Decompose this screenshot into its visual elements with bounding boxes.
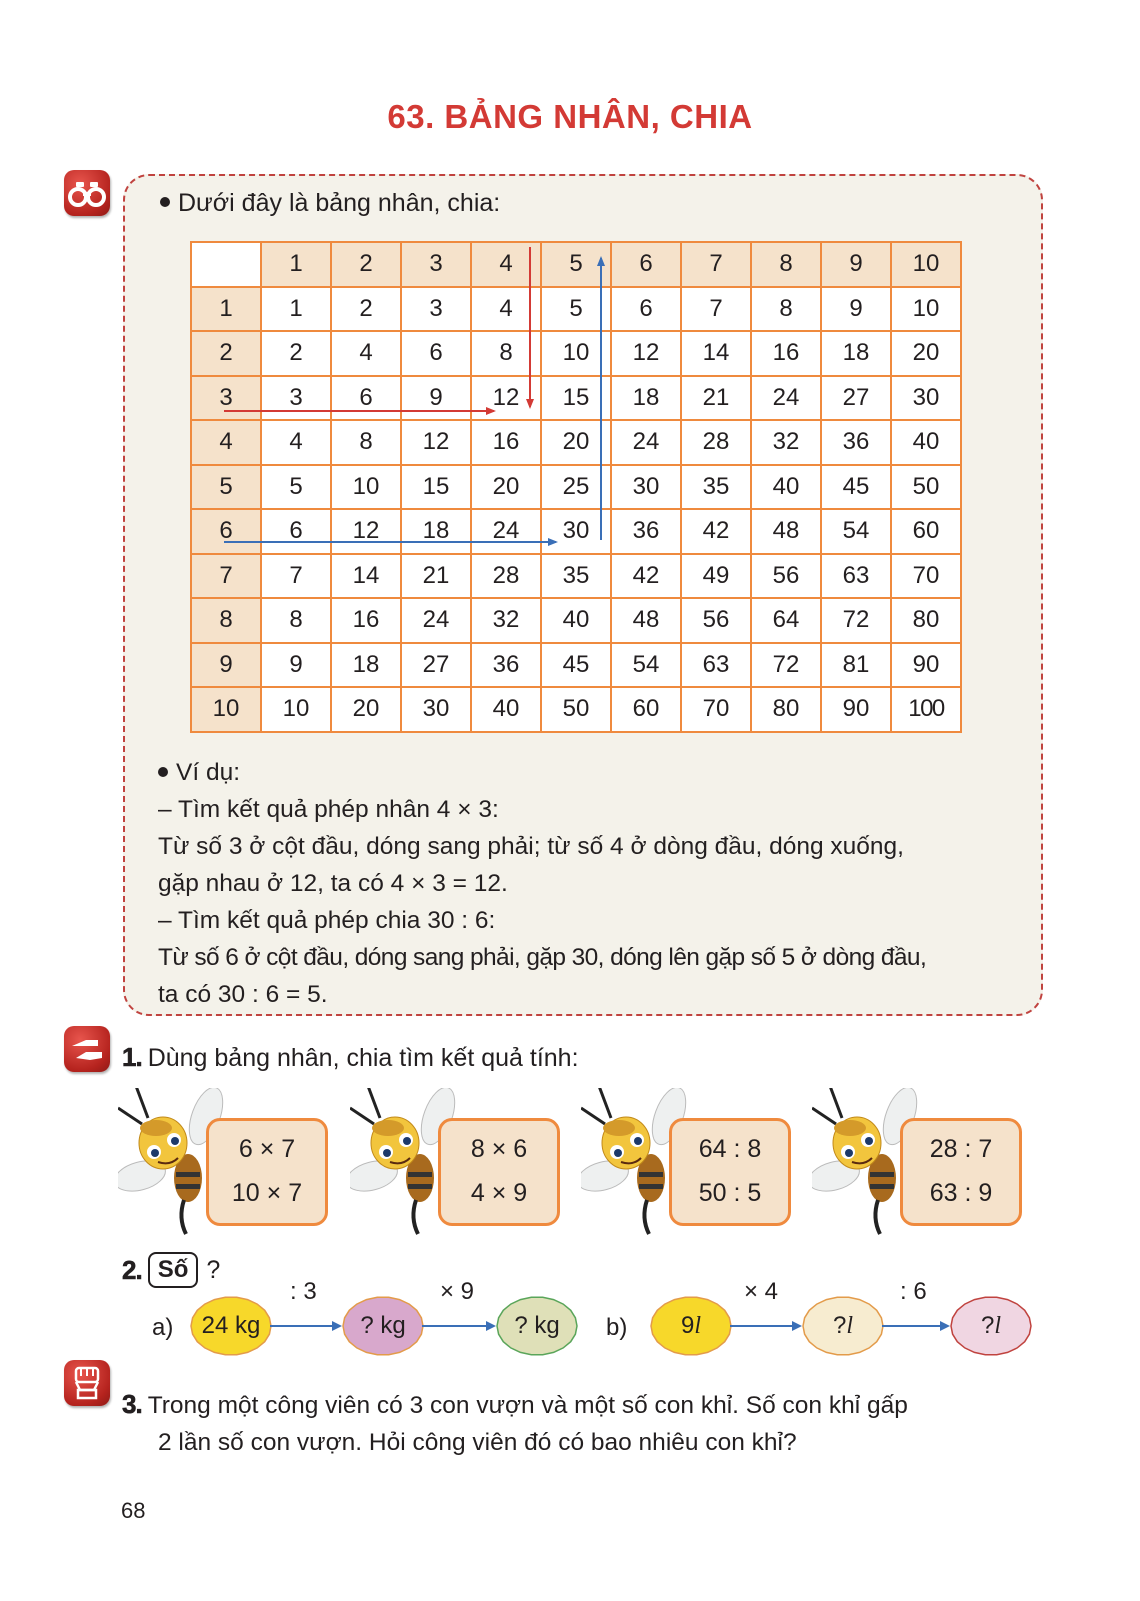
bubble-text: 24 kg	[201, 1312, 261, 1339]
table-cell: 3	[401, 287, 471, 332]
exercise-3-line: 2 lần số con vượn. Hỏi công viên đó có bao nhiêu con khỉ?	[158, 1429, 797, 1456]
table-cell: 6	[331, 376, 401, 421]
table-cell: 9	[821, 287, 891, 332]
table-cell: 28	[681, 420, 751, 465]
table-cell: 12	[471, 376, 541, 421]
table-cell: 24	[611, 420, 681, 465]
expression: 63 : 9	[929, 1179, 993, 1207]
table-cell: 60	[611, 687, 681, 732]
table-cell: 18	[331, 643, 401, 688]
row-header: 4	[191, 420, 261, 465]
row-header: 7	[191, 554, 261, 599]
bubble-text: ? kg	[514, 1312, 560, 1339]
table-cell: 30	[611, 465, 681, 510]
exercise-1-prompt	[122, 1042, 579, 1073]
table-cell: 12	[611, 331, 681, 376]
table-row	[191, 376, 961, 421]
table-row	[191, 465, 961, 510]
table-cell: 72	[821, 598, 891, 643]
table-row	[191, 331, 961, 376]
expression: 28 : 7	[929, 1135, 993, 1163]
table-cell: 81	[821, 643, 891, 688]
table-cell: 36	[821, 420, 891, 465]
exercise-2-prompt	[122, 1252, 220, 1288]
fist-icon	[64, 1360, 110, 1406]
expression: 6 × 7	[238, 1135, 296, 1163]
table-header-row	[191, 242, 961, 287]
table-row	[191, 554, 961, 599]
table-cell: 10	[891, 287, 961, 332]
chain-arrowhead	[940, 1321, 950, 1331]
table-cell: 4	[331, 331, 401, 376]
so-box: Số	[148, 1252, 199, 1288]
table-cell: 80	[891, 598, 961, 643]
table-cell: 40	[751, 465, 821, 510]
bubble-text: ? l	[980, 1312, 1002, 1339]
row-header: 8	[191, 598, 261, 643]
example-line: Từ số 3 ở cột đầu, dóng sang phải; từ số 4 ở dòng đầu, dóng xuống,	[158, 833, 904, 860]
table-cell: 6	[261, 509, 331, 554]
table-cell: 54	[611, 643, 681, 688]
lesson-title: 63. BẢNG NHÂN, CHIA	[387, 98, 753, 135]
exercise-1-text: Dùng bảng nhân, chia tìm kết quả tính:	[147, 1044, 579, 1072]
part-label: b)	[606, 1314, 628, 1341]
table-cell: 72	[751, 643, 821, 688]
exercise-3	[122, 1386, 1032, 1461]
table-cell: 32	[751, 420, 821, 465]
table-cell: 70	[681, 687, 751, 732]
bullet-icon	[160, 197, 170, 207]
table-cell: 30	[891, 376, 961, 421]
table-row	[191, 598, 961, 643]
question-mark: ?	[206, 1255, 221, 1284]
expression: 50 : 5	[698, 1179, 762, 1207]
column-header: 2	[331, 242, 401, 287]
table-cell: 15	[541, 376, 611, 421]
table-cell: 50	[541, 687, 611, 732]
expression-card	[669, 1118, 791, 1226]
table-cell: 8	[261, 598, 331, 643]
table-cell: 21	[401, 554, 471, 599]
column-header: 6	[611, 242, 681, 287]
example-line: – Tìm kết quả phép chia 30 : 6:	[158, 907, 496, 934]
table-cell: 25	[541, 465, 611, 510]
row-header: 10	[191, 687, 261, 732]
exercise-number: 1.	[122, 1042, 142, 1072]
intro-label: Dưới đây là bảng nhân, chia:	[178, 189, 501, 217]
chain-arrows	[0, 1300, 1140, 1360]
table-cell: 8	[751, 287, 821, 332]
table-cell: 70	[891, 554, 961, 599]
table-cell: 16	[331, 598, 401, 643]
table-cell: 63	[681, 643, 751, 688]
table-cell: 20	[541, 420, 611, 465]
table-cell: 45	[821, 465, 891, 510]
table-row	[191, 643, 961, 688]
row-header: 9	[191, 643, 261, 688]
table-cell: 30	[401, 687, 471, 732]
table-cell: 8	[471, 331, 541, 376]
table-cell: 27	[401, 643, 471, 688]
table-cell: 18	[401, 509, 471, 554]
example-block	[158, 754, 1018, 1013]
table-row	[191, 509, 961, 554]
table-cell: 35	[681, 465, 751, 510]
table-cell: 49	[681, 554, 751, 599]
table-cell: 10	[261, 687, 331, 732]
row-header: 6	[191, 509, 261, 554]
table-cell: 48	[611, 598, 681, 643]
table-cell: 12	[401, 420, 471, 465]
table-cell: 8	[331, 420, 401, 465]
example-heading	[158, 754, 1018, 791]
bee-card	[350, 1088, 580, 1238]
table-cell: 18	[821, 331, 891, 376]
column-header: 7	[681, 242, 751, 287]
page-number: 68	[121, 1498, 146, 1523]
table-cell: 36	[471, 643, 541, 688]
table-cell: 10	[331, 465, 401, 510]
example-line: – Tìm kết quả phép nhân 4 × 3:	[158, 796, 499, 823]
column-header: 9	[821, 242, 891, 287]
table-cell: 90	[821, 687, 891, 732]
table-cell: 30	[541, 509, 611, 554]
operation-label: : 3	[290, 1278, 317, 1305]
row-header: 1	[191, 287, 261, 332]
column-header: 3	[401, 242, 471, 287]
bee-card	[581, 1088, 811, 1238]
column-header: 8	[751, 242, 821, 287]
table-cell: 4	[261, 420, 331, 465]
bubble-text: ? l	[832, 1312, 854, 1339]
exercise-number: 3.	[122, 1389, 142, 1419]
table-corner-cell	[191, 242, 261, 287]
hands-icon	[64, 1026, 110, 1072]
table-cell: 2	[261, 331, 331, 376]
example-line: gặp nhau ở 12, ta có 4 × 3 = 12.	[158, 870, 508, 897]
table-cell: 56	[681, 598, 751, 643]
row-header: 5	[191, 465, 261, 510]
table-cell: 4	[471, 287, 541, 332]
bubble-text: 9 l	[680, 1312, 702, 1339]
expression-card	[900, 1118, 1022, 1226]
expression: 4 × 9	[470, 1179, 528, 1207]
example-heading-label: Ví dụ:	[176, 759, 241, 786]
column-header: 10	[891, 242, 961, 287]
table-cell: 21	[681, 376, 751, 421]
chain-arrowhead	[792, 1321, 802, 1331]
table-cell: 35	[541, 554, 611, 599]
table-cell: 40	[471, 687, 541, 732]
expression: 64 : 8	[698, 1135, 762, 1163]
table-row	[191, 420, 961, 465]
table-cell: 2	[331, 287, 401, 332]
table-cell: 6	[401, 331, 471, 376]
exercise-3-line: Trong một công viên có 3 con vượn và một số con khỉ. Số con khỉ gấp	[147, 1392, 908, 1419]
table-cell: 5	[541, 287, 611, 332]
table-cell: 16	[471, 420, 541, 465]
example-line: ta có 30 : 6 = 5.	[158, 981, 328, 1008]
table-cell: 45	[541, 643, 611, 688]
table-cell: 9	[401, 376, 471, 421]
operation-label: : 6	[900, 1278, 927, 1305]
binoculars-icon	[64, 170, 110, 216]
table-cell: 50	[891, 465, 961, 510]
table-cell: 60	[891, 509, 961, 554]
table-cell: 7	[681, 287, 751, 332]
table-cell: 40	[541, 598, 611, 643]
table-cell: 14	[681, 331, 751, 376]
exercise-number: 2.	[122, 1254, 142, 1285]
table-cell: 36	[611, 509, 681, 554]
operation-label: × 4	[744, 1278, 779, 1305]
row-header: 3	[191, 376, 261, 421]
expression: 8 × 6	[470, 1135, 528, 1163]
multiplication-table	[190, 241, 962, 733]
table-cell: 40	[891, 420, 961, 465]
column-header: 1	[261, 242, 331, 287]
table-cell: 7	[261, 554, 331, 599]
column-header: 5	[541, 242, 611, 287]
table-row	[191, 287, 961, 332]
bubble-text: ? kg	[360, 1312, 406, 1339]
table-cell: 3	[261, 376, 331, 421]
table-cell: 90	[891, 643, 961, 688]
table-cell: 63	[821, 554, 891, 599]
column-header: 4	[471, 242, 541, 287]
table-cell: 9	[261, 643, 331, 688]
table-cell: 100	[891, 687, 961, 732]
table-cell: 80	[751, 687, 821, 732]
table-cell: 18	[611, 376, 681, 421]
example-line: Từ số 6 ở cột đầu, dóng sang phải, gặp 30, dóng lên gặp số 5 ở dòng đầu,	[158, 944, 927, 971]
bee-card	[812, 1088, 1042, 1238]
table-cell: 42	[611, 554, 681, 599]
table-cell: 20	[891, 331, 961, 376]
table-cell: 48	[751, 509, 821, 554]
table-cell: 32	[471, 598, 541, 643]
table-cell: 24	[471, 509, 541, 554]
table-cell: 12	[331, 509, 401, 554]
table-cell: 56	[751, 554, 821, 599]
table-cell: 64	[751, 598, 821, 643]
table-cell: 20	[471, 465, 541, 510]
table-row	[191, 687, 961, 732]
table-cell: 28	[471, 554, 541, 599]
part-label: a)	[152, 1314, 174, 1341]
table-cell: 14	[331, 554, 401, 599]
table-cell: 15	[401, 465, 471, 510]
table-cell: 24	[401, 598, 471, 643]
bullet-icon	[158, 767, 168, 777]
chain-part	[0, 1278, 1140, 1380]
row-header: 2	[191, 331, 261, 376]
bee-card	[118, 1088, 348, 1238]
intro-text	[160, 189, 500, 218]
table-cell: 24	[751, 376, 821, 421]
expression-card	[438, 1118, 560, 1226]
expression: 10 × 7	[231, 1179, 303, 1207]
table-cell: 1	[261, 287, 331, 332]
table-cell: 10	[541, 331, 611, 376]
table-cell: 5	[261, 465, 331, 510]
table-cell: 16	[751, 331, 821, 376]
table-cell: 42	[681, 509, 751, 554]
table-cell: 54	[821, 509, 891, 554]
operation-label: × 9	[440, 1278, 475, 1305]
expression-card	[206, 1118, 328, 1226]
table-cell: 20	[331, 687, 401, 732]
table-cell: 6	[611, 287, 681, 332]
table-cell: 27	[821, 376, 891, 421]
